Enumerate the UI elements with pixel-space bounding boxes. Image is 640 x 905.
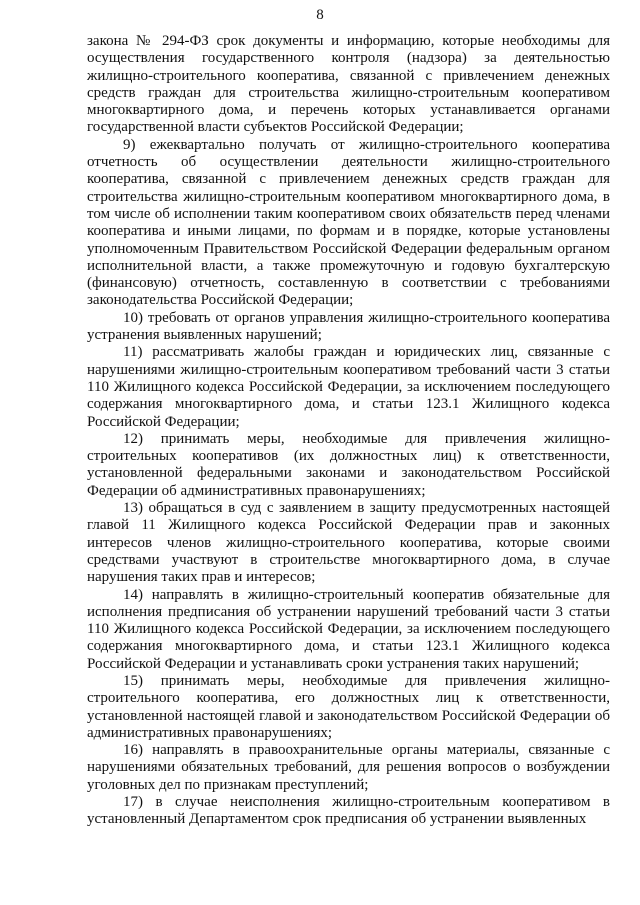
paragraph-item-13: 13) обращаться в суд с заявлением в защиту предусмотренных настоящей главой 11 Жилищного кодекса Российской Федерации прав и законных интересов членов жилищно-строительного кооператива, которые своими средствами участвуют в строительстве многоквартирного дома, в случае нарушения таких прав и интересов;	[87, 500, 610, 586]
paragraph-continuation: закона № 294-ФЗ срок документы и информацию, которые необходимы для осуществления государственного контроля (надзора) за деятельностью жилищно-строительного кооператива, связанной с привлечением денежных средств граждан для строительства жилищно-строительным кооперативом многоквартирного дома, и перечень которых устанавливается органами государственной власти субъектов Российской Федерации;	[87, 33, 610, 136]
paragraph-item-17: 17) в случае неисполнения жилищно-строительным кооперативом в установленный Департаментом срок предписания об устранении выявленных	[87, 794, 610, 828]
paragraph-item-16: 16) направлять в правоохранительные органы материалы, связанные с нарушениями обязательных требований, для решения вопросов о возбуждении уголовных дел по признакам преступлений;	[87, 742, 610, 793]
paragraph-item-12: 12) принимать меры, необходимые для привлечения жилищно-строительных кооперативов (их должностных лиц) к ответственности, установленной федеральными законами и законодательством Российской Федерации об административных правонарушениях;	[87, 430, 610, 499]
paragraph-item-9: 9) ежеквартально получать от жилищно-строительного кооператива отчетность об осуществлении деятельности жилищно-строительного кооператива, связанной с привлечением денежных средств граждан для строительства жилищно-строительным кооперативом многоквартирного дома, в том числе об исполнении таким кооперативом своих обязательств перед членами кооператива и иными лицами, по формам и в порядке, которые установлены уполномоченным Правительством Российской Федерации федеральным органом исполнительной власти, а также промежуточную и годовую бухгалтерскую (финансовую) отчетность, составленную в соответствии с требованиями законодательства Российской Федерации;	[87, 136, 610, 309]
document-body	[87, 33, 610, 829]
paragraph-item-11: 11) рассматривать жалобы граждан и юридических лиц, связанные с нарушениями жилищно-строительным кооперативом требований части 3 статьи 110 Жилищного кодекса Российской Федерации, за исключением последующего содержания многоквартирного дома, и статьи 123.1 Жилищного кодекса Российской Федерации;	[87, 344, 610, 430]
paragraph-item-10: 10) требовать от органов управления жилищно-строительного кооператива устранения выявленных нарушений;	[87, 309, 610, 344]
paragraph-item-14: 14) направлять в жилищно-строительный кооператив обязательные для исполнения предписания об устранении нарушений требований части 3 статьи 110 Жилищного кодекса Российской Федерации, за исключением последующего содержания многоквартирного дома, и статьи 123.1 Жилищного кодекса Российской Федерации и устанавливать сроки устранения таких нарушений;	[87, 586, 610, 672]
page-number: 8	[316, 7, 324, 23]
paragraph-item-15: 15) принимать меры, необходимые для привлечения жилищно-строительного кооператива, его должностных лиц к ответственности, установленной настоящей главой и законодательством Российской Федерации об административных правонарушениях;	[87, 672, 610, 741]
